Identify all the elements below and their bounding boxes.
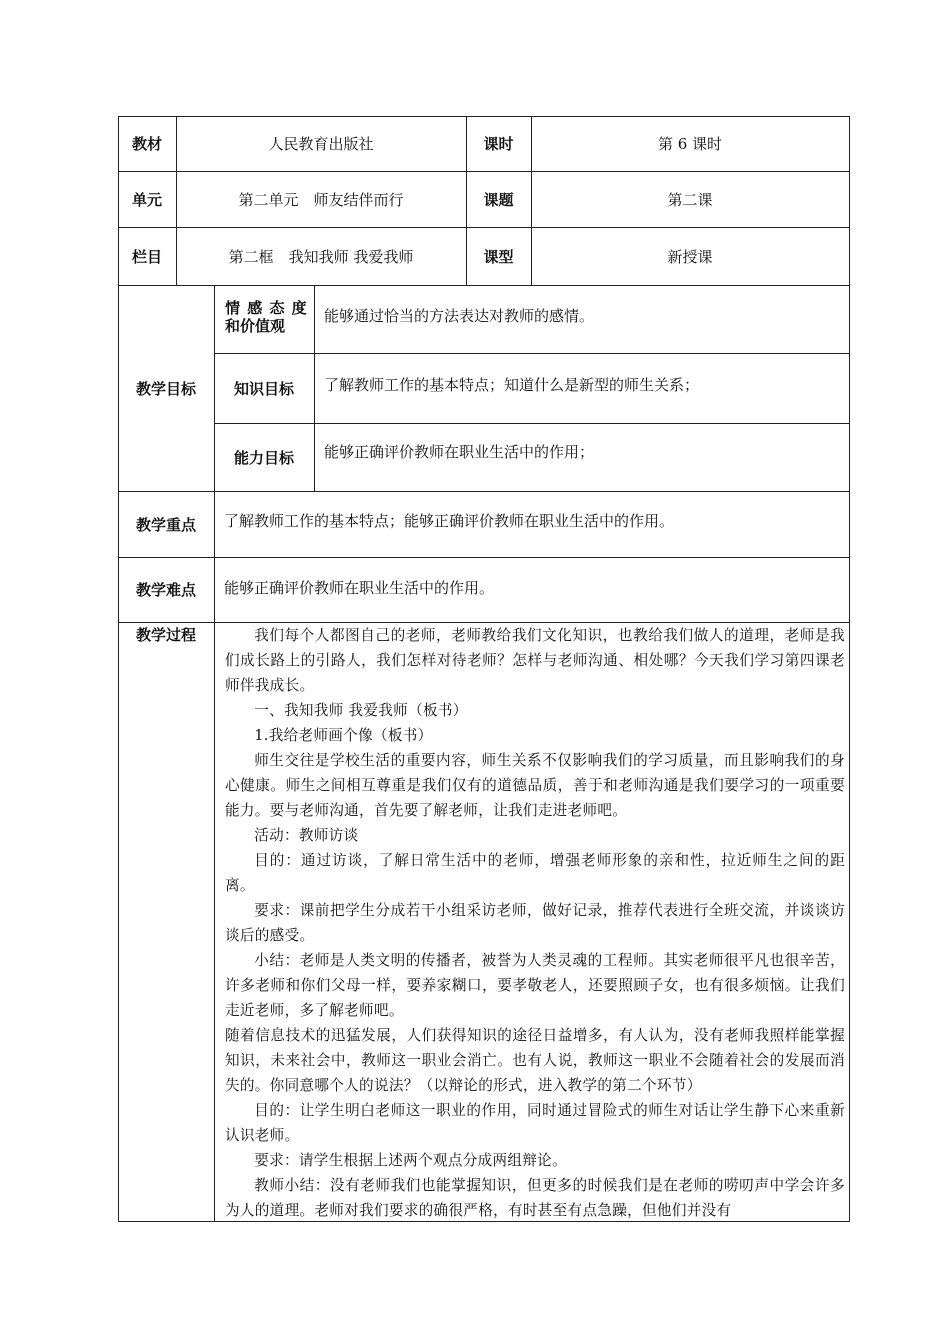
emotion-values-label-line2: 和价值观 bbox=[225, 317, 286, 335]
section-value: 第二框 我知我师 我爱我师 bbox=[228, 247, 414, 266]
lesson-type-value: 新授课 bbox=[667, 247, 713, 266]
process-paragraph: 我们每个人都图自己的老师，老师教给我们文化知识，也教给我们做人的道理，老师是我们成长路上的引路人，我们怎样对待老师？怎样与老师沟通、相处哪？今天我们学习第四课老师伴我成长。 bbox=[225, 627, 845, 694]
process-paragraph: 师生交往是学校生活的重要内容，师生关系不仅影响我们的学习质量，而且影响我们的身心健康。师生之间相互尊重是我们仅有的道德品质，善于和老师沟通是我们要学习的一项重要能力。要与老师沟通，首先要了解老师，让我们走进老师吧。 bbox=[225, 752, 845, 819]
unit-value: 第二单元 师友结伴而行 bbox=[238, 190, 404, 209]
lesson-type-label: 课型 bbox=[483, 247, 514, 266]
period-value: 第 6 课时 bbox=[657, 135, 723, 153]
process-paragraph: 目的：让学生明白老师这一职业的作用，同时通过冒险式的师生对话让学生静下心来重新认识老师。 bbox=[225, 1102, 845, 1144]
topic-label: 课题 bbox=[483, 190, 514, 209]
process-paragraph: 活动：教师访谈 bbox=[254, 827, 359, 844]
unit-label: 单元 bbox=[131, 190, 162, 209]
ability-goal-text: 能够正确评价教师在职业生活中的作用； bbox=[324, 442, 595, 461]
table-border-right bbox=[849, 116, 850, 1222]
process-content bbox=[225, 623, 845, 1223]
process-paragraph: 要求：请学生根据上述两个观点分成两组辩论。 bbox=[254, 1152, 567, 1169]
key-points-label: 教学重点 bbox=[135, 515, 196, 534]
process-paragraph: 目的：通过访谈，了解日常生活中的老师，增强老师形象的亲和性，拉近师生之间的距离。 bbox=[225, 852, 845, 894]
process-paragraph: 小结：老师是人类文明的传播者，被誉为人类灵魂的工程师。其实老师很平凡也很辛苦，许多老师和你们父母一样，要养家糊口，要孝敬老人，还要照顾子女，也有很多烦恼。让我们走近老师，多了解老师吧。 bbox=[225, 952, 845, 1019]
key-points-text: 了解教师工作的基本特点；能够正确评价教师在职业生活中的作用。 bbox=[224, 511, 675, 530]
topic-value: 第二课 bbox=[667, 190, 713, 209]
process-paragraph: 一、我知我师 我爱我师（板书） bbox=[254, 702, 468, 719]
difficulties-text: 能够正确评价教师在职业生活中的作用。 bbox=[224, 578, 495, 597]
difficulties-label: 教学难点 bbox=[135, 581, 196, 599]
process-paragraph: 随着信息技术的迅猛发展，人们获得知识的途径日益增多，有人认为，没有老师我照样能掌握知识，未来社会中，教师这一职业会消亡。也有人说，教师这一职业不会随着社会的发展而消失的。你同意哪个人的说法？（以辩论的形式，进入教学的第二个环节） bbox=[225, 1027, 845, 1094]
knowledge-goal-text: 了解教师工作的基本特点；知道什么是新型的师生关系； bbox=[324, 375, 700, 394]
emotion-values-text: 能够通过恰当的方法表达对教师的感情。 bbox=[324, 306, 595, 325]
section-label: 栏目 bbox=[131, 247, 162, 266]
textbook-value: 人民教育出版社 bbox=[268, 135, 374, 153]
knowledge-goal-label: 知识目标 bbox=[233, 379, 294, 398]
period-label: 课时 bbox=[483, 135, 514, 153]
process-label: 教学过程 bbox=[135, 626, 196, 644]
emotion-values-label-line1: 情 感 态 度 bbox=[225, 299, 308, 317]
process-paragraph: 教师小结：没有老师我们也能掌握知识，但更多的时候我们是在老师的唠叨声中学会许多为人的道理。老师对我们要求的确很严格，有时甚至有点急躁，但他们并没有 bbox=[225, 1177, 845, 1219]
textbook-label: 教材 bbox=[131, 135, 162, 153]
emotion-values-label bbox=[214, 285, 314, 353]
ability-goal-label: 能力目标 bbox=[233, 448, 294, 467]
objectives-label: 教学目标 bbox=[135, 379, 196, 398]
process-paragraph: 1.我给老师画个像（板书） bbox=[254, 727, 433, 744]
process-paragraph: 要求：课前把学生分成若干小组采访老师，做好记录，推荐代表进行全班交流，并谈谈访谈后的感受。 bbox=[225, 902, 845, 944]
